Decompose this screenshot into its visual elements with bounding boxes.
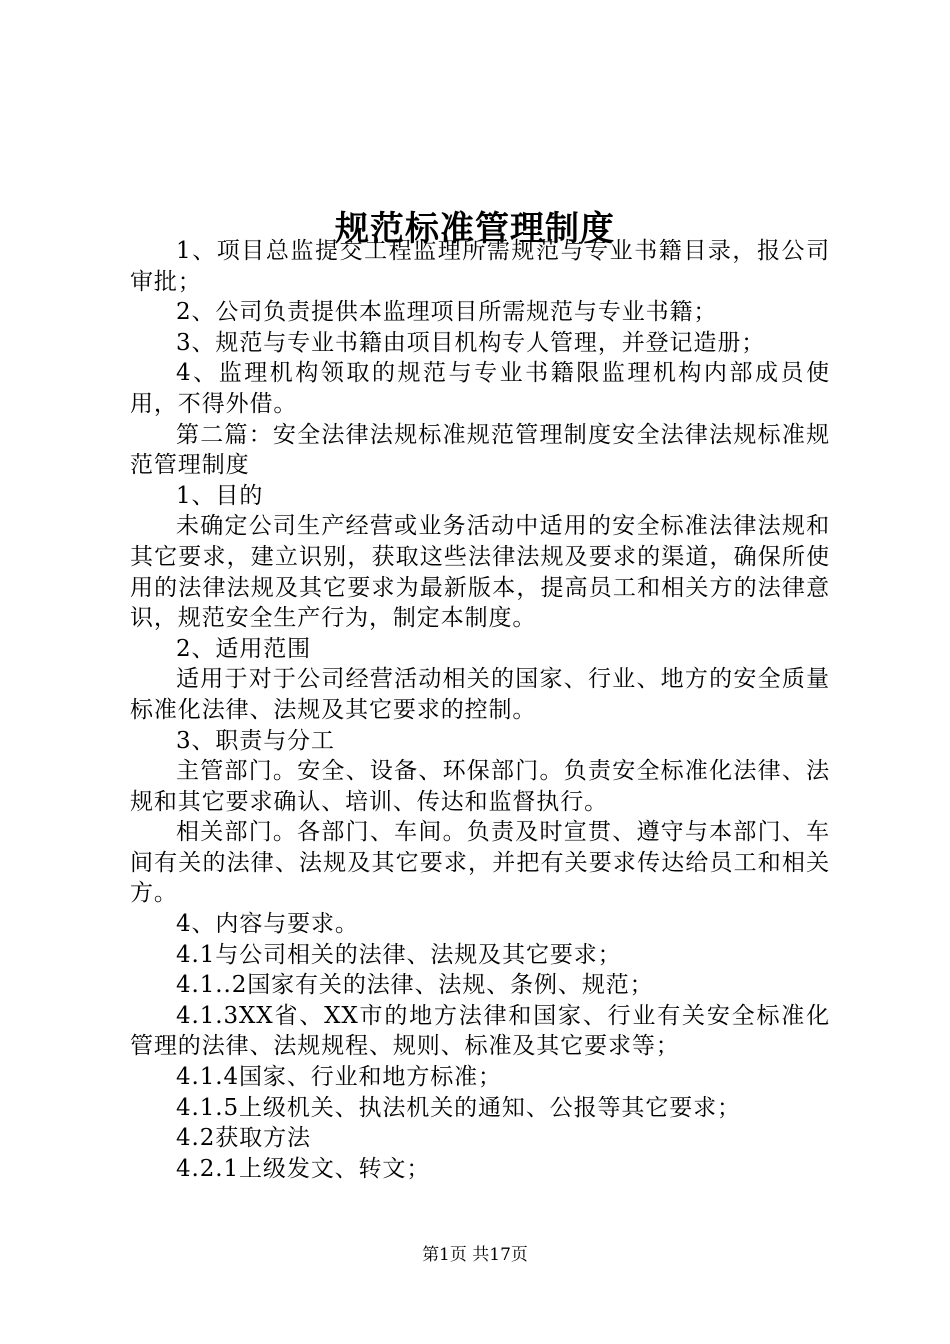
paragraph: 2、公司负责提供本监理项目所需规范与专业书籍； [176, 299, 718, 326]
paragraph: 4、监理机构领取的规范与专业书籍限监理机构内部成员使用，不得外借。 [130, 360, 830, 417]
paragraph: 未确定公司生产经营或业务活动中适用的安全标准法律法规和其它要求，建立识别，获取这些法律法规及要求的渠道，确保所使用的法律法规及其它要求为最新版本，提高员工和相关方的法律意识，规范安全生产行为，制定本制度。 [130, 513, 830, 632]
page-footer: 第1页 共17页 [422, 1245, 528, 1265]
document-body [130, 236, 830, 1184]
paragraph: 4.1.5上级机关、执法机关的通知、公报等其它要求； [176, 1094, 741, 1121]
paragraph: 2、适用范围 [176, 635, 312, 662]
paragraph: 4.2.1上级发文、转文； [176, 1155, 431, 1182]
paragraph: 相关部门。各部门、车间。负责及时宣贯、遵守与本部门、车间有关的法律、法规及其它要求，并把有关要求传达给员工和相关方。 [130, 819, 830, 907]
paragraph: 4.2获取方法 [176, 1125, 311, 1152]
paragraph: 4.1.4国家、行业和地方标准； [176, 1064, 502, 1091]
paragraph: 适用于对于公司经营活动相关的国家、行业、地方的安全质量标准化法律、法规及其它要求的控制。 [130, 666, 830, 723]
paragraph: 3、职责与分工 [176, 727, 335, 754]
paragraph: 4.1..2国家有关的法律、法规、条例、规范； [176, 972, 654, 999]
page-title: 规范标准管理制度 [335, 208, 615, 249]
paragraph: 3、规范与专业书籍由项目机构专人管理，并登记造册； [176, 329, 766, 356]
paragraph: 第二篇：安全法律法规标准规范管理制度安全法律法规标准规范管理制度 [130, 421, 830, 479]
paragraph: 1、目的 [176, 482, 264, 509]
paragraph: 4.1与公司相关的法律、法规及其它要求； [176, 941, 622, 968]
paragraph: 主管部门。安全、设备、环保部门。负责安全标准化法律、法规和其它要求确认、培训、传达和监督执行。 [130, 758, 830, 815]
paragraph: 4.1.3XX省、XX市的地方法律和国家、行业有关安全标准化管理的法律、法规规程、规则、标准及其它要求等； [130, 1002, 830, 1060]
paragraph: 1、项目总监提交工程监理所需规范与专业书籍目录，报公司审批； [130, 238, 830, 295]
paragraph: 4、内容与要求。 [176, 911, 359, 938]
